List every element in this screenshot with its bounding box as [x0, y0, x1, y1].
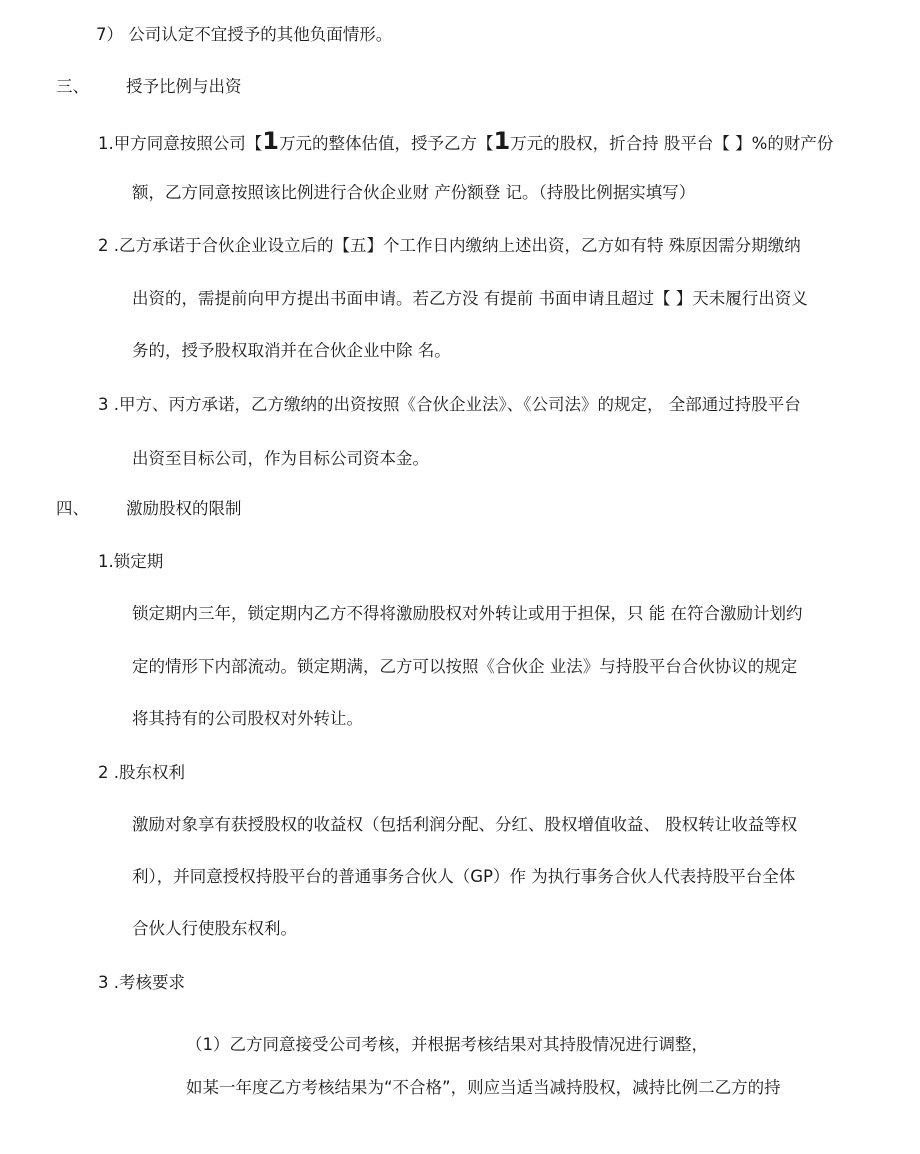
paragraph-3-line-2: 出资至目标公司，作为目标公司资本金。	[132, 449, 429, 468]
section-4-number: 四、	[56, 499, 89, 518]
p1-part-e: 万元的股权，折合持 股平台【 】%的财产份	[510, 134, 834, 153]
lock-period-line-3: 将其持有的公司股权对外转让。	[132, 709, 363, 728]
lock-period-line-1: 锁定期内三年，锁定期内乙方不得将激励股权对外转让或用于担保，只 能 在符合激励计划约	[132, 604, 803, 623]
p1-part-b: 1	[262, 127, 279, 155]
shareholder-rights-line-3: 合伙人行使股东权利。	[132, 919, 297, 938]
section-3-title: 授予比例与出资	[126, 77, 242, 96]
paragraph-1-line-2: 额，乙方同意按照该比例进行合伙企业财 产份额登 记。（持股比例据实填写）	[132, 183, 696, 202]
lock-period-line-2: 定的情形下内部流动。锁定期满，乙方可以按照《合伙企 业法》与持股平台合伙协议的规定	[132, 657, 798, 676]
p1-part-a: 1.甲方同意按照公司【	[98, 134, 263, 153]
clause-7-text: 7） 公司认定不宜授予的其他负面情形。	[96, 25, 393, 44]
p1-part-c: 万元的整体估值，授予乙方【	[278, 134, 494, 153]
paragraph-2-line-2: 出资的，需提前向甲方提出书面申请。若乙方没 有提前 书面申请且超过【 】天未履行出资义	[132, 289, 808, 308]
section-4-title: 激励股权的限制	[126, 499, 242, 518]
heading-lock-period: 1.锁定期	[98, 552, 164, 571]
assessment-line-1: （1）乙方同意接受公司考核，并根据考核结果对其持股情况进行调整，	[186, 1035, 708, 1054]
p1-part-d: 1	[493, 127, 511, 155]
heading-assessment: 3 .考核要求	[98, 973, 185, 992]
section-3-number: 三、	[56, 77, 89, 96]
assessment-line-2: 如某一年度乙方考核结果为“不合格”，则应当适当减持股权，减持比例二乙方的持	[186, 1078, 781, 1097]
paragraph-2-line-1: 2 .乙方承诺于合伙企业设立后的【五】个工作日内缴纳上述出资，乙方如有特 殊原因需分期缴纳	[98, 236, 801, 255]
shareholder-rights-line-2: 利），并同意授权持股平台的普通事务合伙人（GP）作 为执行事务合伙人代表持股平台全体	[132, 867, 796, 886]
paragraph-1-line-1	[98, 127, 834, 155]
shareholder-rights-line-1: 激励对象享有获授股权的收益权（包括利润分配、分红、股权增值收益、 股权转让收益等权	[132, 815, 798, 834]
paragraph-3-line-1: 3 .甲方、丙方承诺，乙方缴纳的出资按照《合伙企业法》、《公司法》的规定， 全部通过持股平台	[98, 395, 801, 414]
paragraph-2-line-3: 务的，授予股权取消并在合伙企业中除 名。	[132, 341, 451, 360]
heading-shareholder-rights: 2 .股东权利	[98, 763, 185, 782]
